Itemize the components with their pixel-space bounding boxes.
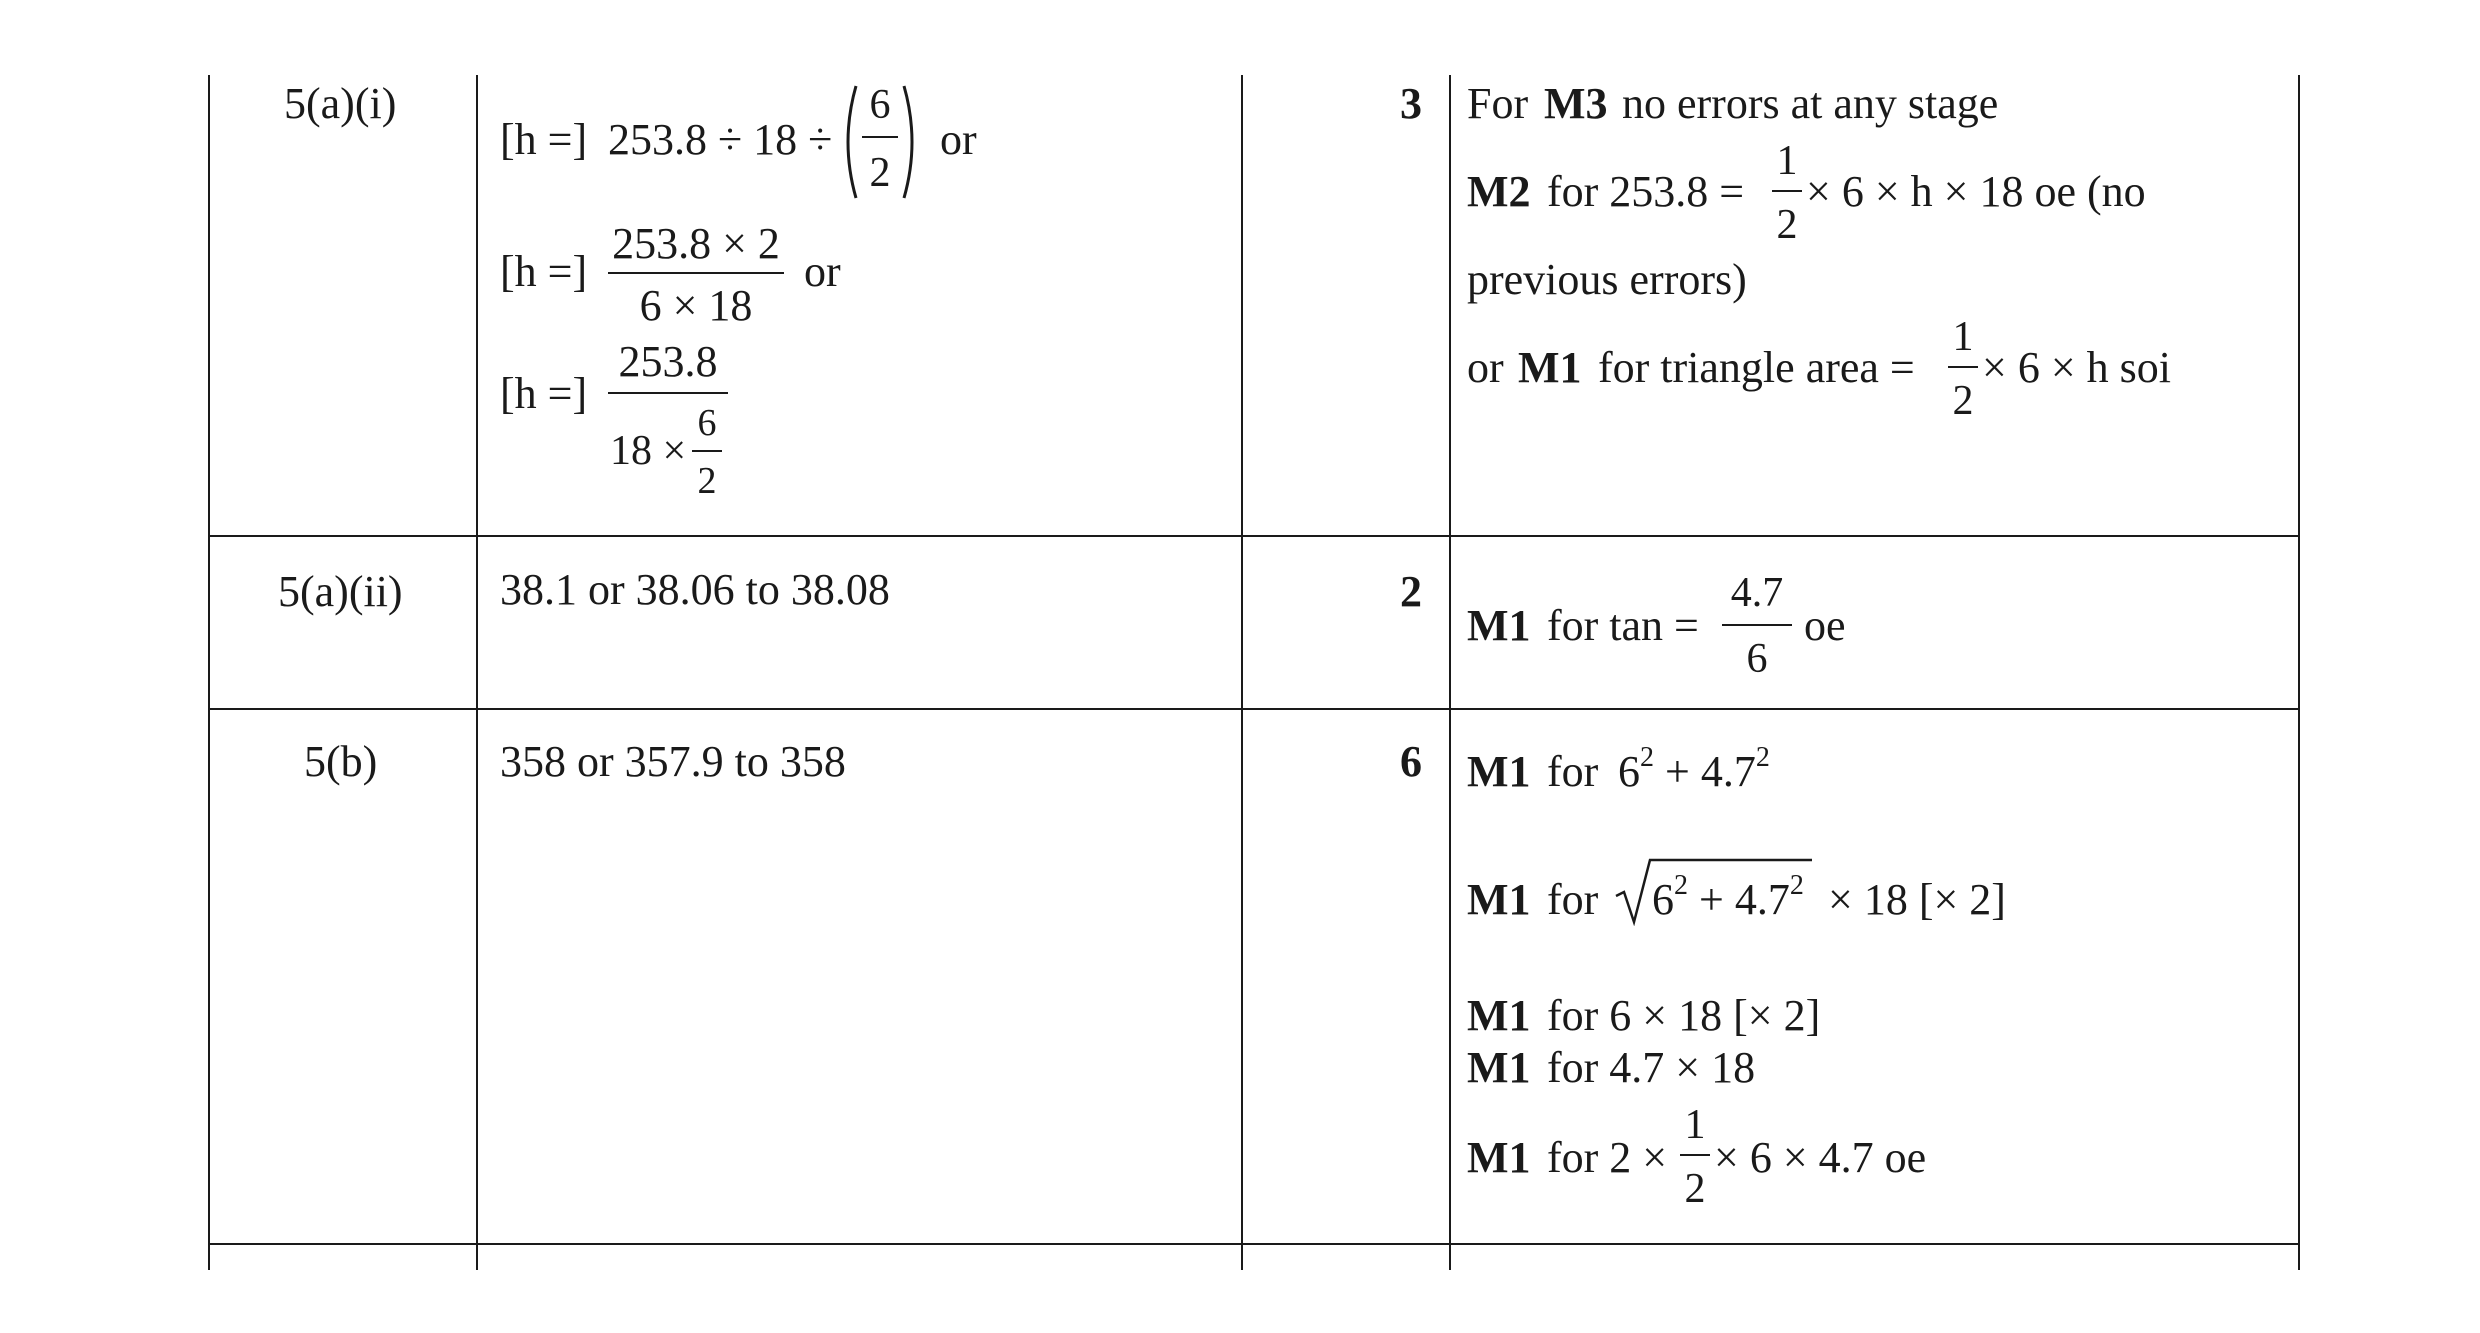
guidance-text: for [1547, 747, 1599, 796]
mark-code: M1 [1467, 747, 1531, 796]
column-divider-1 [476, 75, 478, 1270]
fraction-denominator: 2 [1776, 202, 1798, 248]
math-expression [1652, 870, 1804, 924]
exponent: 2 [1755, 742, 1770, 773]
mark-code: M1 [1518, 343, 1582, 392]
guidance-text: for triangle area = [1598, 343, 1915, 392]
guidance-text: × 18 [× 2] [1828, 875, 2006, 924]
guidance-text: × 6 × h × 18 oe (no [1806, 167, 2146, 216]
guidance-text: no errors at any stage [1622, 79, 1999, 128]
fraction-numerator: 1 [1684, 1102, 1706, 1148]
guidance-text: for 6 × 18 [× 2] [1547, 991, 1821, 1040]
mark-code: M1 [1467, 875, 1531, 924]
mark-code: M1 [1467, 991, 1531, 1040]
base-value: 6 [1652, 875, 1674, 924]
fraction-bar [608, 272, 784, 274]
row-divider-2 [208, 708, 2300, 710]
column-divider-2 [1241, 75, 1243, 1270]
answer-prefix: [h =] [500, 247, 588, 296]
mark-code: M1 [1467, 1043, 1531, 1092]
fraction-numerator: 253.8 × 2 [612, 219, 780, 268]
guidance-text: previous errors) [1467, 255, 1747, 304]
fraction-bar [1680, 1154, 1710, 1156]
fraction-denominator: 2 [869, 150, 891, 196]
or-label: or [804, 247, 841, 296]
addend: + 4.7 [1654, 747, 1756, 796]
base-value: 6 [1618, 747, 1640, 796]
marks-value: 2 [1400, 567, 1422, 616]
fraction-numerator: 4.7 [1730, 570, 1784, 616]
fraction-numerator: 6 [697, 402, 717, 444]
answer-expression: 253.8 ÷ 18 ÷ [608, 115, 833, 164]
row-divider-3 [208, 1243, 2300, 1245]
math-expression [1618, 742, 1770, 796]
fraction-denominator: 6 [1746, 636, 1768, 682]
exponent: 2 [1789, 870, 1804, 901]
mark-code: M1 [1467, 601, 1531, 650]
guidance-text: for 4.7 × 18 [1547, 1043, 1756, 1092]
row-divider-1 [208, 535, 2300, 537]
right-paren-icon [900, 82, 922, 202]
fraction-numerator: 253.8 [618, 337, 718, 386]
guidance-text: for 253.8 = [1547, 167, 1745, 216]
answer-text: 358 or 357.9 to 358 [500, 737, 846, 786]
mark-code: M2 [1467, 167, 1531, 216]
answer-prefix: [h =] [500, 115, 588, 164]
guidance-text: or [1467, 343, 1504, 392]
column-divider-3 [1449, 75, 1451, 1270]
marks-value: 6 [1400, 737, 1422, 786]
guidance-text: for [1547, 875, 1599, 924]
fraction-numerator: 1 [1952, 314, 1974, 360]
fraction-bar [1772, 190, 1802, 192]
fraction-denominator: 2 [697, 460, 717, 502]
denominator-lead: 18 × [610, 428, 687, 474]
guidance-text: for tan = [1547, 601, 1699, 650]
fraction-bar [862, 136, 898, 138]
table-border-left [208, 75, 210, 1270]
exponent: 2 [1674, 870, 1688, 901]
fraction-denominator: 6 × 18 [639, 281, 753, 330]
exponent: 2 [1640, 742, 1654, 773]
table-border-right [2298, 75, 2300, 1270]
guidance-text: For [1467, 79, 1529, 128]
fraction-bar [1948, 366, 1978, 368]
fraction-bar [608, 392, 728, 394]
marks-value: 3 [1400, 79, 1422, 128]
answer-prefix: [h =] [500, 369, 588, 418]
guidance-text: for 2 × [1547, 1133, 1668, 1182]
guidance-text: oe [1804, 601, 1846, 650]
fraction-numerator: 6 [869, 82, 891, 128]
guidance-text: × 6 × h soi [1982, 343, 2171, 392]
fraction-bar [692, 450, 722, 452]
guidance-text: × 6 × 4.7 oe [1714, 1133, 1927, 1182]
or-label: or [940, 115, 977, 164]
mark-code: M1 [1467, 1133, 1531, 1182]
question-number: 5(a)(i) [284, 79, 397, 128]
fraction-denominator: 2 [1952, 378, 1974, 424]
fraction-bar [1722, 624, 1792, 626]
mark-code: M3 [1544, 79, 1608, 128]
addend: + 4.7 [1688, 875, 1790, 924]
question-number: 5(a)(ii) [278, 567, 403, 616]
question-number: 5(b) [304, 737, 378, 786]
answer-text: 38.1 or 38.06 to 38.08 [500, 565, 890, 614]
left-paren-icon [838, 82, 860, 202]
fraction-denominator: 2 [1684, 1166, 1706, 1212]
fraction-numerator: 1 [1776, 138, 1798, 184]
